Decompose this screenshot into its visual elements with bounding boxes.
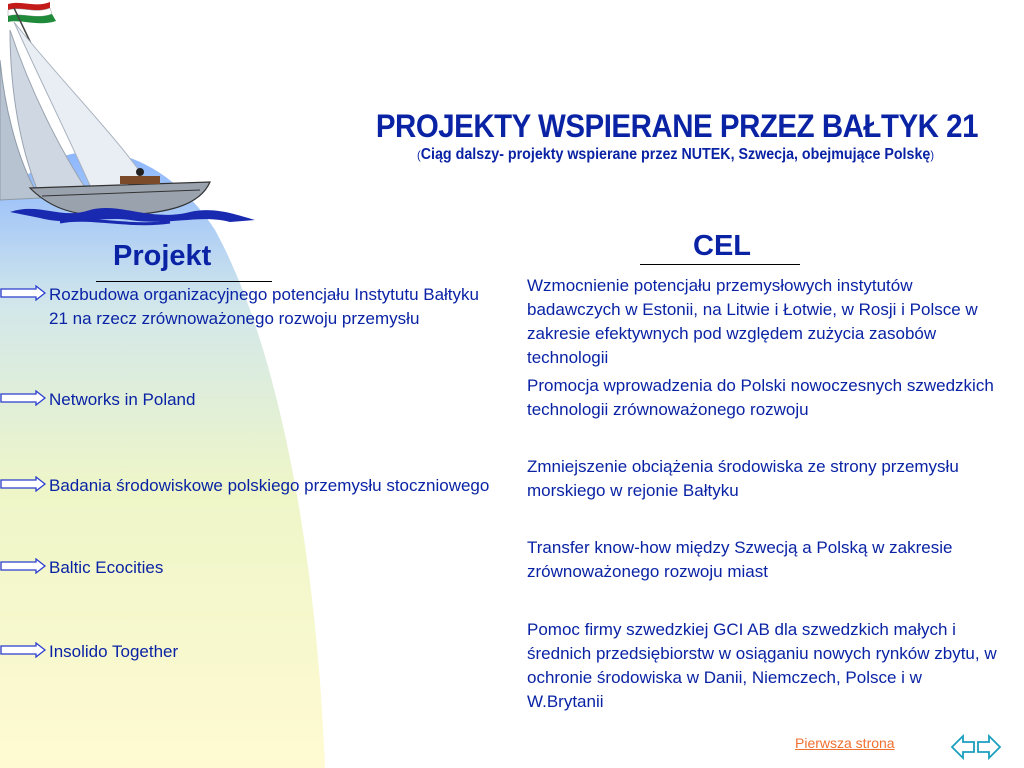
arrow-right-icon [0,285,46,301]
flag-icon [8,2,56,23]
project-item [0,556,500,636]
nav-forward-icon[interactable] [978,736,1000,758]
project-column-heading: Projekt [113,240,212,272]
goal-item: Pomoc firmy szwedzkiej GCI AB dla szwedzkich małych i średnich przedsiębiorstw w osiąganiu nowych rynków zbytu, w ochronie środowiska w Danii, Niemczech, Polsce i w W.Brytanii [527,620,997,711]
subtitle-open-paren: ( [417,148,421,162]
subtitle-close-paren: ) [930,148,934,162]
project-item [0,474,500,554]
goal-item: Transfer know-how między Szwecją a Polską w zakresie zrównoważonego rozwoju miast [527,538,953,581]
arrow-right-icon [0,476,46,492]
goal-item: Zmniejszenie obciążenia środowiska ze strony przemysłu morskiego w rejonie Bałtyku [527,457,959,500]
goal-column-heading: CEL [693,230,751,262]
first-page-link[interactable]: Pierwsza strona [795,735,895,751]
project-item [0,640,500,720]
navigation-arrows [950,732,1002,762]
project-label: Insolido Together [49,642,179,661]
page-title: PROJEKTY WSPIERANE PRZEZ BAŁTYK 21 [375,108,979,144]
project-label: Rozbudowa organizacyjnego potencjału Instytutu Bałtyku 21 na rzecz zrównoważonego rozwoju przemysłu [49,285,479,328]
goal-item: Promocja wprowadzenia do Polski nowoczesnych szwedzkich technologii zrównoważonego rozwoju [527,376,994,419]
project-item [0,283,500,363]
project-item [0,388,500,468]
arrow-right-icon [0,558,46,574]
project-label: Badania środowiskowe polskiego przemysłu stoczniowego [49,476,490,495]
subtitle-text: Ciąg dalszy- projekty wspierane przez NUTEK, Szwecja, obejmujące Polskę [420,146,931,163]
arrow-right-icon [0,642,46,658]
arrow-right-icon [0,390,46,406]
project-label: Networks in Poland [49,390,196,409]
goal-heading-underline [640,264,800,265]
page-subtitle [75,146,934,164]
goal-item: Wzmocnienie potencjału przemysłowych instytutów badawczych w Estonii, na Litwie i Łotwie, w Rosji i Polsce w zakresie efektywnych pod względem zużycia zasobów technologii [527,276,978,367]
nav-back-icon[interactable] [952,736,974,758]
project-heading-underline [96,281,272,282]
project-label: Baltic Ecocities [49,558,164,577]
